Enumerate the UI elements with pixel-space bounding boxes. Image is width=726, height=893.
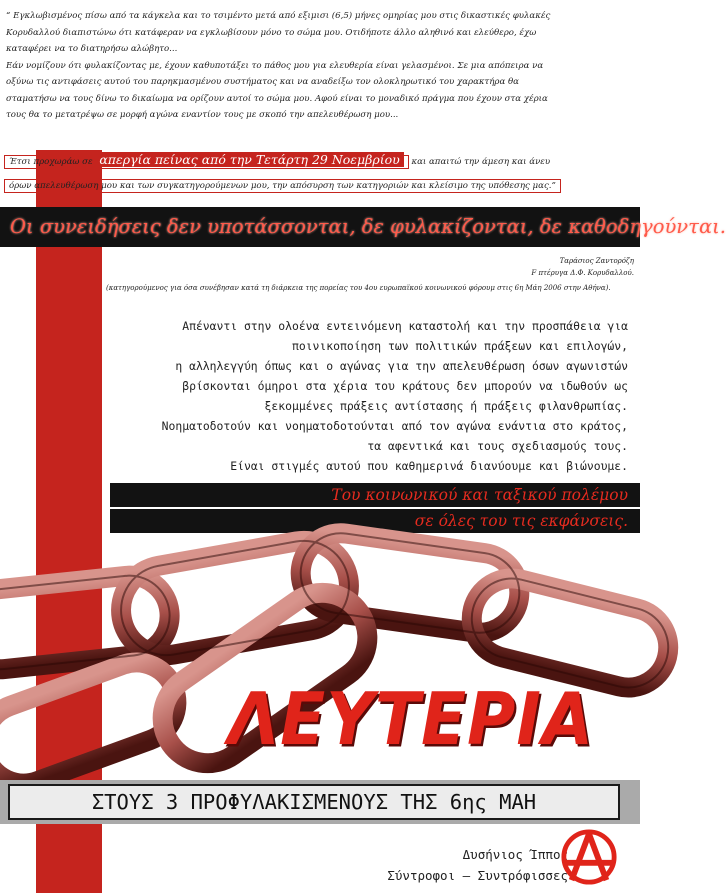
main-text-line: τα αφεντικά και τους σχεδιασμούς τους. [367, 439, 628, 453]
main-text-line: Νοηματοδοτούν και νοηματοδοτούνται από τον αγώνα ενάντια στο κράτος, [161, 419, 628, 433]
main-text-line: ξεκομμένες πράξεις αντίστασης ή πράξεις φιλανθρωπίας. [264, 399, 628, 413]
main-text-line: βρίσκονται όμηροι στα χέρια του κράτους δεν μπορούν να ιδωθούν ως [182, 379, 628, 393]
intro-line: Εάν νομίζουν ότι φυλακίζοντας με, έχουν καθυποτάξει το πάθος μου για ελευθερία είναι γελασμένοι. Σε μια απόπειρα να [6, 60, 544, 71]
signed-by-group: Δυσήνιος Ίππος [462, 847, 568, 862]
signed-by-comrades: Σύντροφοι – Συντρόφισσες [387, 868, 568, 883]
main-text [110, 316, 628, 476]
hunger-strike-line [4, 150, 632, 169]
intro-line: καταφέρει να το διατηρήσω αλώβητο... [6, 44, 178, 54]
intro-line: τους θα το μετατρέψω σε μορφή αγώνα εναντίον τους με σκοπό την απελευθέρωση μου... [6, 110, 399, 120]
hunger-strike-suffix: και απαιτώ την άμεση και άνευ [408, 157, 551, 167]
intro-line: σταματήσω να τους δίνω το δικαίωμα να ορίζουν αυτοί το σώμα μου. Αφού είναι το μοναδικό πράγμα που έχουν στα χέρια [6, 93, 548, 104]
war-banner-line-1: Του κοινωνικού και ταξικού πολέμου [110, 483, 640, 507]
main-text-line: η αλληλεγγύη όπως και ο αγώνας για την απελευθέρωση όσων αγωνιστών [175, 359, 628, 373]
signature-name: Ταράσιος Ζαντορόζη [559, 257, 634, 265]
freedom-headline: ΛΕΥΤΕΡΙΑ [228, 677, 595, 762]
demand-line [4, 177, 632, 196]
slogan-banner: Οι συνειδήσεις δεν υποτάσσονται, δε φυλακίζονται, δε καθοδηγούνται. [0, 207, 640, 247]
context-note: (κατηγορούμενος για όσα συνέβησαν κατά τη διάρκεια της πορείας του 4ου ευρωπαϊκού κοινωνικού φόρουμ στις 6η Μάη 2006 στην Αθήνα). [106, 284, 611, 292]
hunger-strike-box [4, 152, 409, 169]
subtitle: ΣΤΟΥΣ 3 ΠΡΟΦΥΛΑΚΙΣΜΕΝΟΥΣ ΤΗΣ 6ης ΜΑΗ [8, 784, 620, 820]
signature-place: F πτέρυγα Δ.Φ. Κορυδαλλού. [531, 269, 634, 277]
main-text-line: ποινικοποίηση των πολιτικών πράξεων και επιλογών, [291, 339, 628, 353]
intro-quote [6, 8, 632, 124]
war-banner-line-2: σε όλες του τις εκφάνσεις. [110, 509, 640, 533]
intro-line: Κορυδαλλού διαπιστώνω ότι κατάφεραν να εγκλωβίσουν μόνο το σώμα μου. Οτιδήποτε άλλο αληθινό και ελεύθερο, έχω [6, 27, 537, 38]
demand-text: όρων απελευθέρωση μου και των συγκατηγορούμενων μου, την απόσυρση των κατηγοριών και κλείσιμο της υπόθεσης μας.” [4, 179, 561, 193]
hunger-strike-prefix: Έτσι προχωράω σε [9, 157, 96, 167]
intro-line: οξύνω τις αντιφάσεις αυτού του παρηκμασμένου συστήματος και να αναδείξω τον ολοκληρωτικό του χαρακτήρα θα [6, 77, 519, 87]
anarchy-symbol-icon [560, 828, 618, 886]
hunger-strike-date: απεργία πείνας από την Τετάρτη 29 Νοεμβρίου [95, 152, 403, 167]
main-text-line: Απέναντι στην ολοένα εντεινόμενη καταστολή και την προσπάθεια για [182, 319, 628, 333]
intro-line: “ Εγκλωβισμένος πίσω από τα κάγκελα και το τσιμέντο μετά από εξιμισι (6,5) μήνες ομηρίας μου στις δικαστικές φυλακές [6, 11, 551, 21]
main-text-line: Είναι στιγμές αυτού που καθημερινά διανύουμε και βιώνουμε. [230, 459, 628, 473]
